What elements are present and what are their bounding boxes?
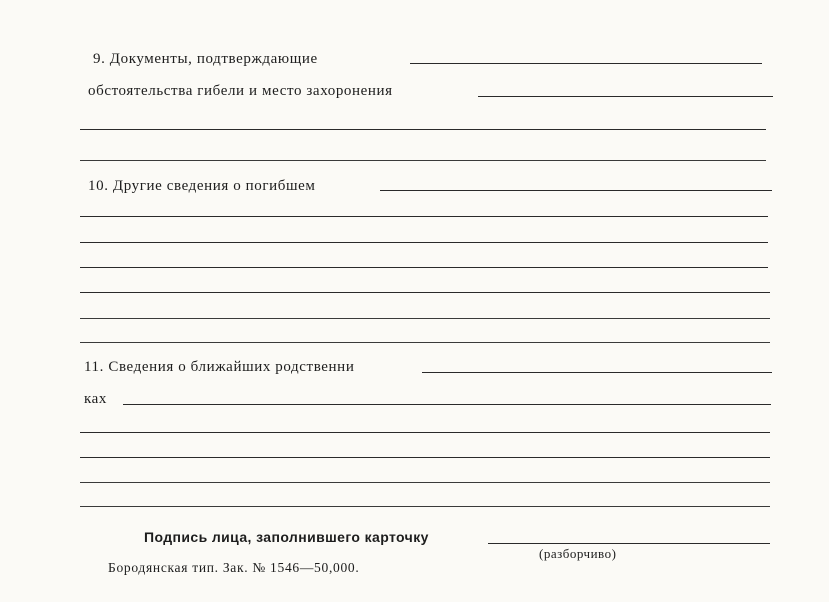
section-11-fill-line-4[interactable] (80, 457, 770, 458)
signature-label: Подпись лица, заполнившего карточку (144, 529, 429, 545)
section-9-fill-line-4[interactable] (80, 160, 766, 161)
signature-fill-line[interactable] (488, 543, 770, 544)
section-11-fill-line-1[interactable] (422, 372, 772, 373)
section-10-label: 10. Другие сведения о погибшем (88, 178, 316, 194)
section-10-fill-line-3[interactable] (80, 242, 768, 243)
section-9-fill-line-1[interactable] (410, 63, 762, 64)
section-10-fill-line-5[interactable] (80, 292, 770, 293)
section-10-fill-line-1[interactable] (380, 190, 772, 191)
section-11-fill-line-6[interactable] (80, 506, 770, 507)
section-9-fill-line-2[interactable] (478, 96, 773, 97)
signature-hint: (разборчиво) (539, 546, 617, 561)
section-11-label-line1: 11. Сведения о ближайших родственни (84, 359, 355, 375)
section-10-fill-line-7[interactable] (80, 342, 770, 343)
section-11-fill-line-5[interactable] (80, 482, 770, 483)
section-10-fill-line-2[interactable] (80, 216, 768, 217)
section-9-fill-line-3[interactable] (80, 129, 766, 130)
section-10-fill-line-4[interactable] (80, 267, 768, 268)
section-9-label-line2: обстоятельства гибели и место захоронения (88, 83, 393, 99)
section-11-label-line2: ках (84, 391, 108, 407)
printer-imprint: Бородянская тип. Зак. № 1546—50,000. (108, 560, 360, 575)
section-11-fill-line-2[interactable] (123, 404, 771, 405)
section-10-fill-line-6[interactable] (80, 318, 770, 319)
section-11-fill-line-3[interactable] (80, 432, 770, 433)
section-9-label-line1: 9. Документы, подтверждающие (93, 51, 318, 67)
